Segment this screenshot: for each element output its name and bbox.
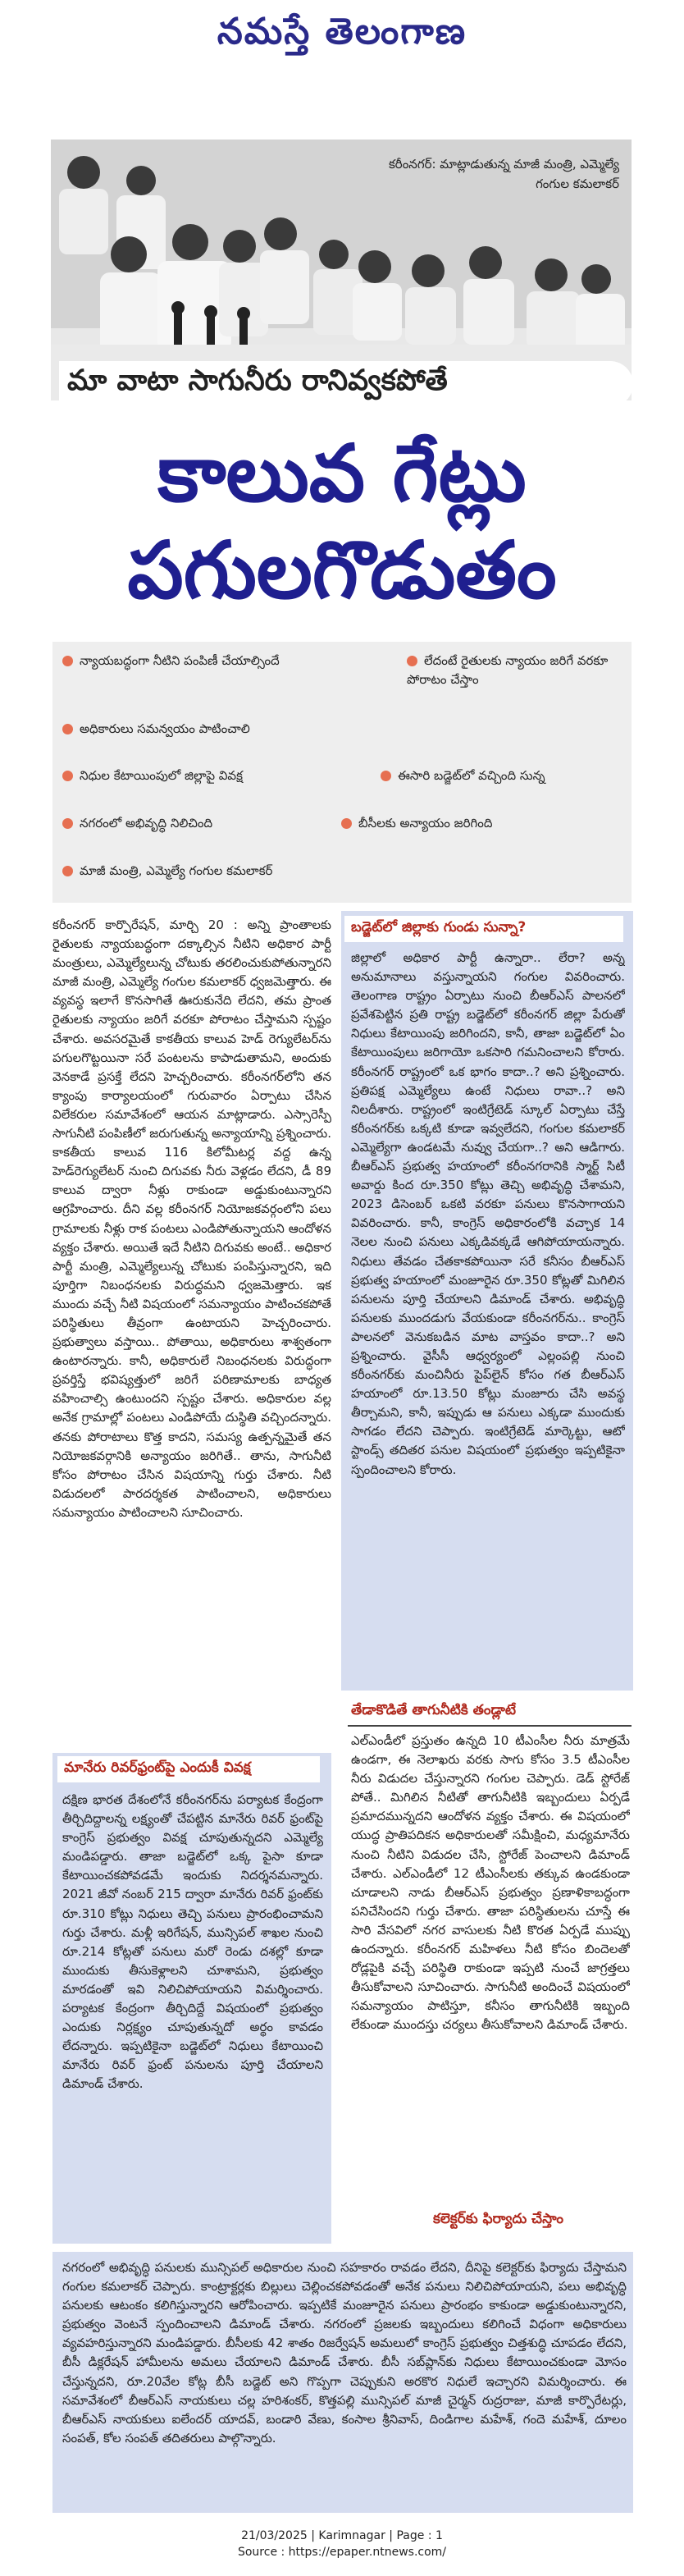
article-right-column-2: [351, 1732, 630, 2199]
highlight-item: నిధుల కేటాయింపులో జిల్లాపై వివక్ష: [62, 766, 374, 785]
masthead: [0, 0, 684, 72]
article-paragraph: కరీంనగర్ కార్పొరేషన్, మార్చి 20 : అన్ని ప్రాంతాలకు రైతులకు న్యాయబద్ధంగా దక్కాల్సిన నీటిని అధికార పార్టీ మంత్రులు, ఎమ్మెల్యేలున్న చోటుకు తరలించుకుపోతున్నారని మాజీ మంత్రి, ఎమ్మెల్యే గంగుల కమలాకర్ ధ్వజమెత్తారు. ఈ వ్యవస్థ ఇలాగే కొనసాగితే ఊరుకునేది లేదని, తమ ప్రాంత రైతులకు న్యాయం జరిగే వరకూ పోరాటం చేస్తామని స్పష్టం చేశారు. అవసరమైతే కాకతీయ కాలువ హెడ్ రెగ్యులేటర్‌ను పగులగొట్టయినా సరే పంటలను కాపాడుతామని, అందుకు వెనకాడే ప్రసక్తే లేదని హెచ్చరించారు. కరీంనగర్‌లోని తన క్యాంపు కార్యాలయంలో గురువారం ఏర్పాటు చేసిన విలేకరుల సమావేశంలో ఆయన మాట్లాడారు. ఎస్సారెస్పీ సాగునీటి పంపిణీలో జరుగుతున్న అన్యాయాన్ని ప్రశ్నించారు. కాకతీయ కాలువ 116 కిలోమీటర్ల వద్ద ఉన్న హెడ్‌రెగ్యులేటర్ నుంచి దిగువకు నీరు వెళ్లడం లేదని, డీ 89 కాలువ ద్వారా నీళ్లు రాకుండా అడ్డుకుంటున్నారని ఆగ్రహించారు. దీని వల్ల కరీంనగర్ నియోజకవర్గంలోని పలు గ్రామాలకు నీళ్లు రాక పంటలు ఎండిపోతున్నాయని ఆందోళన వ్యక్తం చేశారు. అయితే ఇదే నీటిని దిగువకు అంటే.. అధికార పార్టీ మంత్రి, ఎమ్మెల్యేలున్న చోటుకు పంపిస్తున్నారని, ఇది పూర్తిగా నిబంధనలకు విరుద్ధమని ధ్వజమెత్తారు. ఇక ముందు వచ్చే నీటి విషయంలో సమన్యాయం పాటించకపోతే పరిస్థితులు తీవ్రంగా ఉంటాయని హెచ్చరించారు. ప్రభుత్వాలు వస్తాయి.. పోతాయి, అధికారులు శాశ్వతంగా ఉంటారన్నారు. కానీ, అధికారులే నిబంధనలకు విరుద్ధంగా ప్రవర్తిస్తే భవిష్యత్తులో జరిగే పరిణామాలకు బాధ్యత వహించాల్సి ఉంటుందని స్పష్టం చేశారు. అధికారుల వల్ల అనేక గ్రామాల్లో పంటలు ఎండిపోయే దుస్థితి వచ్చిందన్నారు. తనకు పోరాటాలు కొత్త కాదని, సమస్య ఉత్పన్నమైతే తన నియోజకవర్గానికి అన్యాయం జరిగితే.. తాను, సాగునీటి కోసం పోరాటం చేసిన విషయాన్ని గుర్తు చేశారు. నీటి విడుదలలో పారదర్శకత పాటించాలని, అధికారులు సమన్యాయం పాటించాలని సూచించారు.: [52, 917, 331, 1520]
footer-date-line: 21/03/2025 | Karimnagar | Page : 1: [241, 2529, 443, 2542]
masthead-title: నమస్తే తెలంగాణ: [217, 11, 467, 53]
bullet-icon: [62, 866, 73, 876]
headline-line-1: కాలువ గేట్లు: [157, 427, 527, 519]
headline-line-2: పగులగొడుతం: [127, 524, 557, 616]
highlight-item: నగరంలో అభివృద్ధి నిలిచింది: [62, 814, 333, 833]
article-paragraph: ఎల్‌ఎండీలో ప్రస్తుతం ఉన్నది 10 టీఎంసీల నీరు మాత్రమే ఉండగా, ఈ నెలాఖరు వరకు సాగు కోసం 3.5 టీఎంసీల నీరు విడుదల చేస్తున్నారని గంగుల చెప్పారు. డెడ్ స్టోరేజ్ పోతే.. మిగిలిన నీటితో తాగునీటికి ఇబ్బందులు ఏర్పడే ప్రమాదమున్నదని ఆందోళన వ్యక్తం చేశారు. ఈ విషయంలో యుద్ధ ప్రాతిపదికన అధికారులతో సమీక్షించి, మధ్యమానేరు నుంచి నీటిని విడుదల చేసి, స్టోరేజ్ పెంచాలని డిమాండ్ చేశారు. ఎల్‌ఎండీలో 12 టీఎంసీలకు తక్కువ ఉండకుండా చూడాలని నాడు బీఆర్‌ఎస్ ప్రభుత్వం ప్రణాళికాబద్ధంగా పనిచేసిందని గుర్తు చేశారు. తాజా పరిస్థితులను చూస్తే ఈ సారి వేసవిలో నగర వాసులకు నీటి కొరత ఏర్పడే ముప్పు ఉందన్నారు. కరీంనగర్ మహిళలు నీటి కోసం బిందెలతో రోడ్లపైకి వచ్చే పరిస్థితి రాకుండా ఇప్పటి నుంచే జాగ్రత్తలు తీసుకోవాలని సూచించారు. సాగునీటి అందించే విషయంలో సమన్యాయం పాటిస్తూ, కనీసం తాగునీటికి ఇబ్బంది లేకుండా ముందస్తు చర్యలు తీసుకోవాలని డిమాండ్ చేశారు.: [351, 1733, 630, 2033]
bullet-icon: [381, 771, 391, 781]
footer: [0, 2528, 684, 2560]
highlight-item: అధికారులు సమన్వయం పాటించాలి: [62, 720, 390, 739]
bullet-icon: [341, 818, 352, 829]
article-left-column: [52, 916, 331, 1745]
bullet-icon: [62, 656, 73, 666]
bullet-icon: [62, 724, 73, 734]
footer-source-line[interactable]: Source : https://epaper.ntnews.com/: [237, 2546, 447, 2559]
subheading-manair: మానేరు రివర్‌ఫ్రంట్‌పై ఎందుకీ వివక్ష: [57, 1756, 320, 1782]
highlight-item: ఈసారి బడ్జెట్‌లో వచ్చింది సున్న: [381, 766, 627, 785]
photo-caption: కరీంనగర్: మాట్లాడుతున్న మాజీ మంత్రి, ఎమ్మెల్యే గంగుల కమలాకర్: [388, 157, 619, 191]
highlight-item: బీసీలకు అన్యాయం జరిగింది: [341, 814, 620, 833]
article-paragraph: నగరంలో అభివృద్ధి పనులకు మున్సిపల్ అధికారుల నుంచి సహకారం రావడం లేదని, దీనిపై కలెక్టర్‌కు ఫిర్యాదు చేస్తామని గంగుల కమలాకర్ చెప్పారు. కాంట్రాక్టర్లకు బిల్లులు చెల్లించకపోవడంతో అనేక పనులు నిలిచిపోయాయని, పలు అభివృద్ధి పనులకు ఆటంకం కలిగిస్తున్నారని ఆరోపించారు. ఇప్పటికే మంజూరైన పనులు ప్రారంభం కాకుండా అడ్డుకుంటున్నారని, ప్రభుత్వం వెంటనే స్పందించాలని డిమాండ్ చేశారు. నగరంలో ప్రజలకు ఇబ్బందులు కలిగించే విధంగా అధికారులు వ్యవహరిస్తున్నారని మండిపడ్డారు. బీసీలకు 42 శాతం రిజర్వేషన్ అమలులో కాంగ్రెస్ ప్రభుత్వం చిత్తశుద్ధి చూపడం లేదని, బీసీ డిక్లరేషన్ హామీలను అమలు చేయాలని డిమాండ్ చేశారు. బీసీ సబ్‌ప్లాన్‌కు నిధులు కేటాయించకుండా మోసం చేస్తున్నదని, రూ.20వేల కోట్ల బీసీ బడ్జెట్ అని గొప్పగా చెప్పుకుని అరకొర నిధులే ఇచ్చారని విమర్శించారు. ఈ సమావేశంలో బీఆర్‌ఎస్ నాయకులు చల్ల హరిశంకర్, కొత్తపల్లి మున్సిపల్ మాజీ చైర్మన్ రుద్రరాజు, మాజీ కార్పొరేటర్లు, బీఆర్‌ఎస్ నాయకులు ఐలేందర్ యాదవ్, బండారి వేణు, కంసాల శ్రీనివాస్, దిండిగాల మహేశ్, గందె మహేశ్, దూలం సంపత్, కోల సంపత్ తదితరులు పాల్గొన్నారు.: [62, 2260, 627, 2446]
article-left-column-2: [62, 1791, 323, 2234]
subheading-collector: కలెక్టర్‌కు ఫిర్యాదు చేస్తాం: [426, 2208, 632, 2234]
highlight-item: మాజీ మంత్రి, ఎమ్మెల్యే గంగుల కమలాకర్: [62, 862, 554, 881]
article-right-column-1: [351, 949, 625, 1679]
highlight-item: లేదంటే రైతులకు న్యాయం జరిగే వరకూ పోరాటం చేస్తాం: [407, 653, 609, 687]
highlights-box: [52, 642, 632, 903]
highlight-item: న్యాయబద్ధంగా నీటిని పంపిణీ చేయాల్సిందే: [62, 652, 399, 670]
kicker: మా వాటా సాగునీరు రానివ్వకపోతే: [59, 361, 633, 407]
bullet-icon: [62, 771, 73, 781]
subheading-water: తేడాకొడితే తాగునీటికి తండ్లాటే: [344, 1699, 623, 1725]
divider: [348, 1725, 632, 1727]
article-paragraph: జిల్లాలో అధికార పార్టీ ఉన్నారా.. లేరా? అన్న అనుమానాలు వస్తున్నాయని గంగుల వివరించారు. తెలంగాణ రాష్ట్రం ఏర్పాటు నుంచి బీఆర్‌ఎస్ పాలనలో ప్రవేశపెట్టిన ప్రతి రాష్ట్ర బడ్జెట్‌లో కరీంనగర్ జిల్లా పేరుతో నిధులు కేటాయింపు జరిగిందని, కానీ, తాజా బడ్జెట్‌లో ఏం కేటాయింపులు జరిగాయో ఒకసారి గమనించాలని కోరారు. కరీంనగర్ రాష్ట్రంలో ఒక భాగం కాదా..? అని ప్రశ్నించారు. ప్రతిపక్ష ఎమ్మెల్యేలు ఉంటే నిధులు రావా..? అని నిలదీశారు. రాష్ట్రంలో ఇంటిగ్రేటెడ్ స్కూల్ ఏర్పాటు చేస్తే కరీంనగర్‌కు ఒక్కటి కూడా ఇవ్వలేదని, గంగుల కమలాకర్ ఎమ్మెల్యేగా ఉండటమే నువ్వు చేయగా..? అని ఆడిగారు. బీఆర్‌ఎస్ ప్రభుత్వ హయాంలో కరీంనగరానికి స్మార్ట్ సిటీ అవార్డు కింద రూ.350 కోట్లు తెచ్చి అభివృద్ధి చేశామని, 2023 డిసెంబర్ ఒకటి వరకూ పనులు కొనసాగాయని వివరించారు. కానీ, కాంగ్రెస్ అధికారంలోకి వచ్చాక 14 నెలల నుంచి పనులు ఎక్కడివక్కడే ఆగిపోయాయన్నారు. నిధులు తేవడం చేతకాకపోయినా సరే కనీసం బీఆర్‌ఎస్ ప్రభుత్వ హయాంలో మంజూరైన రూ.350 కోట్లతో మిగిలిన పనులను పూర్తి చేయాలని డిమాండ్ చేశారు. అభివృద్ధి పనులకు ముందడుగు వేయకుండా కరీంనగర్‌ను.. కాంగ్రెస్ పాలనలో వెనుకబడిన మాట వాస్తవం కాదా..? అని ప్రశ్నించారు. వైసీసీ ఆధ్వర్యంలో ఎల్లంపల్లి నుంచి కరీంనగర్‌కు మంచినీరు పైప్‌లైన్ కోసం గత బీఆర్‌ఎస్ హయాంలో రూ.13.50 కోట్లు మంజూరు చేసి అవస్థ తీర్చామని, కానీ, ఇప్పుడు ఆ పనులు ఎక్కడా ముందుకు సాగడం లేదని చెప్పారు. ఇంటిగ్రేటెడ్ మార్కెట్టు, ఆటో స్టాండ్స్ తదితర పనుల విషయంలో ప్రభుత్వం ఇప్పటికైనా స్పందించాలని కోరారు.: [351, 950, 625, 1477]
subheading-budget: బడ్జెట్‌లో జిల్లాకు గుండు సున్నా?: [344, 916, 623, 942]
article-paragraph: దక్షిణ భారత దేశంలోనే కరీంనగర్‌ను పర్యాటక కేంద్రంగా తీర్చిదిద్దాలన్న లక్ష్యంతో చేపట్టిన మానేరు రివర్ ఫ్రంట్‌పై కాంగ్రెస్ ప్రభుత్వం వివక్ష చూపుతున్నదని ఎమ్మెల్యే మండిపడ్డారు. తాజా బడ్జెట్‌లో ఒక్క పైసా కూడా కేటాయించకపోవడమే ఇందుకు నిదర్శనమన్నారు. 2021 జీవో నంబర్ 215 ద్వారా మానేరు రివర్ ఫ్రంట్‌కు రూ.310 కోట్లు నిధులు తెచ్చి పనులు ప్రారంభించామని గుర్తు చేశారు. మళ్లీ ఇరిగేషన్, మున్సిపల్ శాఖల నుంచి రూ.214 కోట్లతో పనులు మరో రెండు దశల్లో కూడా ముందుకు తీసుకెళ్లాలని చూశామని, ప్రభుత్వం మారడంతో ఇవి నిలిచిపోయాయని విమర్శించారు. పర్యాటక కేంద్రంగా తీర్చిదిద్దే విషయంలో ప్రభుత్వం ఎందుకు నిర్లక్ష్యం చూపుతున్నదో అర్థం కావడం లేదన్నారు. ఇప్పటికైనా బడ్జెట్‌లో నిధులు కేటాయించి మానేరు రివర్ ఫ్రంట్ పనులను పూర్తి చేయాలని డిమాండ్ చేశారు.: [62, 1792, 323, 2092]
bullet-icon: [62, 818, 73, 829]
headline: [51, 425, 633, 619]
article-bottom: [62, 2258, 627, 2505]
bullet-icon: [407, 656, 417, 666]
